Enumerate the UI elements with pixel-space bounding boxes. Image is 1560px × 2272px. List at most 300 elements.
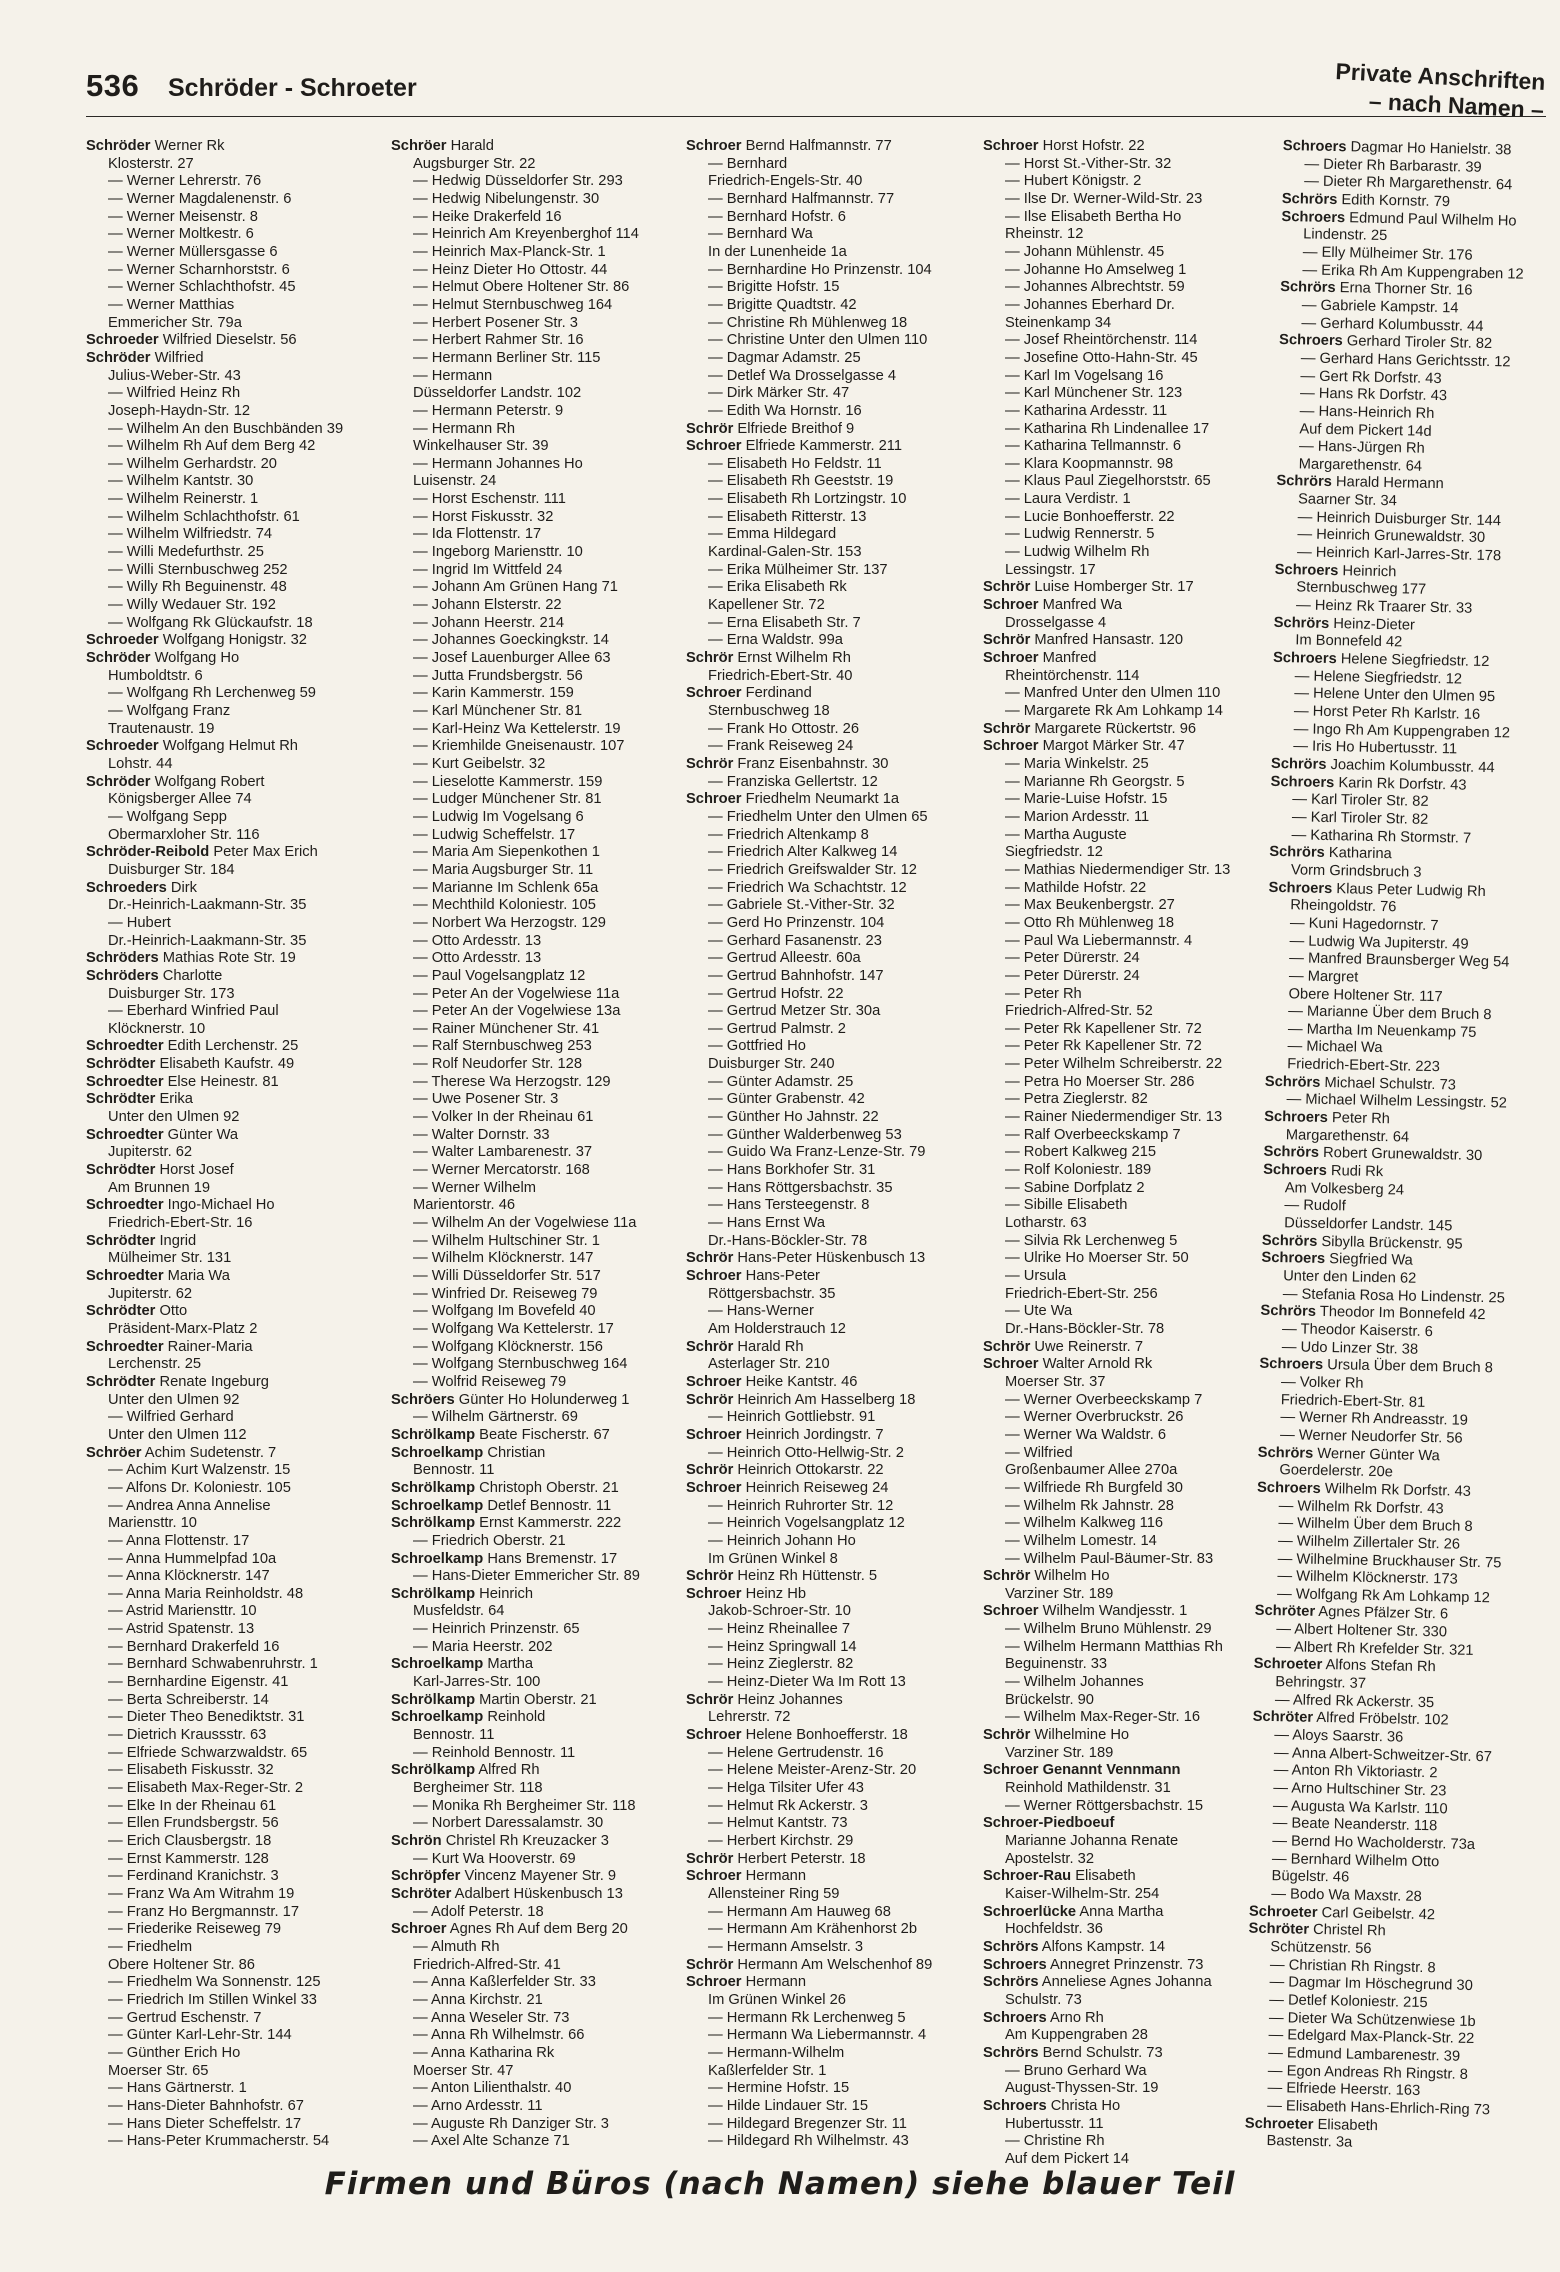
entry-text: — Wilhelm Reinerstr. 1 — [108, 491, 259, 508]
entry-text: — Ferdinand Kranichstr. 3 — [108, 1868, 279, 1885]
entry-surname: Schroers — [1281, 208, 1346, 226]
entry-text: — Horst St.-Vither-Str. 32 — [1005, 155, 1172, 172]
directory-entry — [686, 209, 972, 227]
entry-surname: Schröter — [1254, 1603, 1316, 1621]
entry-surname: Schrör — [983, 1338, 1031, 1355]
directory-entry — [983, 1374, 1269, 1392]
entry-surname: Schroer — [983, 738, 1039, 755]
entry-text: — Ludwig Wilhelm Rh — [1005, 544, 1150, 561]
directory-entry — [983, 1197, 1269, 1215]
entry-text: — Wilfried Heinz Rh — [108, 385, 241, 402]
entry-text: Peter Max Erich — [209, 844, 318, 861]
entry-text: Heinrich Am Hasselberg 18 — [733, 1391, 916, 1408]
entry-surname: Schroers — [1261, 1250, 1326, 1268]
entry-text: Heike Kantstr. 46 — [741, 1373, 858, 1390]
entry-text: Alfons Stefan Rh — [1322, 1657, 1436, 1676]
directory-entry — [86, 1515, 372, 1533]
directory-entry — [686, 915, 972, 933]
directory-entry — [86, 1162, 372, 1180]
entry-surname: Schroeter — [1244, 2115, 1314, 2133]
directory-entry — [86, 1268, 372, 1286]
directory-entry — [686, 1321, 972, 1339]
directory-entry — [391, 1551, 677, 1569]
entry-text: Katharina — [1324, 845, 1392, 863]
directory-entry — [983, 1233, 1269, 1251]
directory-entry — [391, 297, 677, 315]
directory-entry — [983, 738, 1269, 756]
entry-text: Maria Wa — [163, 1268, 230, 1284]
entry-text: — Gabriele St.-Vither-Str. 32 — [708, 897, 895, 914]
directory-entry — [86, 1445, 372, 1463]
directory-entry — [86, 1815, 372, 1833]
entry-text: — Hermann Johannes Ho — [413, 455, 583, 472]
entry-text: Helene Bonhoefferstr. 18 — [741, 1727, 908, 1744]
directory-entry — [686, 933, 972, 951]
directory-entry — [391, 368, 677, 386]
entry-text: — Karl Münchener Str. 123 — [1005, 385, 1183, 402]
directory-entry — [391, 1162, 677, 1180]
entry-text: Trautenaustr. 19 — [108, 720, 215, 737]
directory-entry — [686, 1515, 972, 1533]
entry-text: — Volker Rh — [1280, 1374, 1364, 1392]
directory-entry — [86, 1356, 372, 1374]
entry-text: — Heinz-Dieter Wa Im Rott 13 — [708, 1674, 906, 1691]
entry-text: — Heinrich Otto-Hellwig-Str. 2 — [708, 1444, 904, 1461]
entry-surname: Schroeder — [86, 738, 159, 755]
entry-text: — Norbert Wa Herzogstr. 129 — [413, 914, 606, 931]
directory-entry — [686, 173, 972, 191]
entry-text: — Anna Weseler Str. 73 — [413, 2009, 570, 2026]
entry-text: — Petra Zieglerstr. 82 — [1005, 1091, 1148, 1108]
entry-surname: Schrölkamp — [391, 1585, 476, 1602]
directory-entry — [391, 1321, 677, 1339]
directory-entry — [391, 968, 677, 986]
entry-surname: Schroelkamp — [391, 1709, 484, 1726]
entry-text: Werner Rk — [150, 138, 225, 154]
directory-entry — [983, 2098, 1269, 2116]
directory-entry — [983, 1904, 1269, 1922]
directory-entry — [86, 244, 372, 262]
entry-text: — Gerhard Fasanenstr. 23 — [708, 932, 882, 949]
entry-text: — Gerhard Kolumbusstr. 44 — [1301, 314, 1484, 335]
directory-entry — [391, 897, 677, 915]
directory-entry — [86, 1692, 372, 1710]
entry-text: — Johannes Goeckingkstr. 14 — [413, 632, 609, 649]
directory-entry — [983, 562, 1269, 580]
entry-text: — Katharina Rh Lindenallee 17 — [1005, 420, 1210, 437]
directory-entry — [686, 1127, 972, 1145]
directory-entry — [983, 509, 1269, 527]
entry-text: — Helmut Kantstr. 73 — [708, 1815, 848, 1832]
entry-text: — Marianne Rh Georgstr. 5 — [1005, 773, 1185, 790]
directory-entry — [983, 297, 1269, 315]
directory-entry — [391, 1286, 677, 1304]
directory-entry — [686, 1798, 972, 1816]
entry-surname: Schroer — [686, 1868, 742, 1885]
entry-text: Günter Ho Holunderweg 1 — [454, 1391, 630, 1408]
directory-entry — [391, 1568, 677, 1586]
entry-text: — Horst Peter Rh Karlstr. 16 — [1293, 703, 1481, 723]
entry-text: Ernst Kammerstr. 222 — [475, 1515, 622, 1532]
directory-entry — [391, 191, 677, 209]
entry-text: Harald Hermann — [1331, 474, 1444, 493]
entry-text: — Brigitte Hofstr. 15 — [708, 279, 840, 296]
entry-text: — Helene Gertrudenstr. 16 — [708, 1744, 884, 1761]
entry-text: — Peter Rk Kapellener Str. 72 — [1005, 1038, 1202, 1055]
entry-text: — Günter Adamstr. 25 — [708, 1073, 854, 1090]
directory-entry — [86, 191, 372, 209]
entry-surname: Schrölkamp — [391, 1426, 476, 1443]
directory-entry — [86, 2063, 372, 2081]
directory-entry — [983, 1038, 1269, 1056]
entry-text: — Hedwig Düsseldorfer Str. 293 — [413, 173, 623, 190]
entry-surname: Schroedter — [86, 1268, 164, 1284]
directory-entry — [391, 315, 677, 333]
entry-text: — Wilfried — [1005, 1444, 1073, 1461]
entry-text: — Martha Auguste — [1005, 826, 1127, 843]
entry-text: Mathias Rote Str. 19 — [158, 950, 296, 967]
entry-text: — Heinrich Prinzenstr. 65 — [413, 1621, 580, 1638]
entry-surname: Schröder — [86, 138, 151, 154]
entry-text: — Edith Wa Hornstr. 16 — [708, 402, 862, 419]
directory-entry — [86, 1215, 372, 1233]
entry-text: — Laura Verdistr. 1 — [1005, 491, 1131, 508]
entry-text: — Achim Kurt Walzenstr. 15 — [108, 1462, 291, 1479]
directory-entry — [86, 1021, 372, 1039]
entry-text: Vorm Grindsbruch 3 — [1290, 862, 1422, 881]
directory-entry — [86, 1868, 372, 1886]
entry-surname: Schröders — [86, 967, 159, 984]
entry-text: — Paul Vogelsangplatz 12 — [413, 967, 586, 984]
entry-surname: Schrörs — [1257, 1444, 1314, 1462]
directory-entry — [391, 1621, 677, 1639]
directory-entry — [686, 1868, 972, 1886]
entry-text: — Ida Flottenstr. 17 — [413, 526, 542, 543]
entry-surname: Schroeders — [86, 879, 167, 896]
entry-text: — Otto Ardesstr. 13 — [413, 950, 542, 967]
entry-text: — Bernhard Halfmannstr. 77 — [708, 190, 895, 207]
directory-entry — [86, 1639, 372, 1657]
entry-text: Bennostr. 11 — [413, 1462, 495, 1479]
entry-text: Behringstr. 37 — [1275, 1674, 1367, 1692]
entry-text: — Otto Ardesstr. 13 — [413, 932, 542, 949]
directory-entry — [391, 156, 677, 174]
entry-surname: Schroeder — [86, 332, 159, 349]
entry-text: — Hermann — [413, 367, 493, 384]
directory-entry — [391, 1339, 677, 1357]
entry-text: — Friedrich Wa Schachtstr. 12 — [708, 879, 907, 896]
entry-text: — Wilhelm Kantstr. 30 — [108, 473, 254, 490]
entry-text: — Heinz Rk Traarer Str. 33 — [1295, 597, 1473, 617]
entry-text: — Karl Tiroler Str. 82 — [1292, 791, 1429, 811]
directory-entry — [686, 244, 972, 262]
directory-entry — [391, 738, 677, 756]
directory-entry — [983, 1709, 1269, 1727]
entry-text: — Wilhelm Schlachthofstr. 61 — [108, 508, 300, 525]
directory-entry — [391, 2080, 677, 2098]
directory-entry — [983, 2027, 1269, 2045]
directory-entry — [983, 1762, 1269, 1780]
entry-text: — Detlef Koloniestr. 215 — [1269, 1991, 1428, 2012]
entry-text: Harald — [446, 138, 494, 154]
entry-text: — Maria Winkelstr. 25 — [1005, 755, 1149, 772]
entry-text: — Peter An der Vogelwiese 11a — [413, 985, 620, 1002]
directory-entry — [686, 1939, 972, 1957]
directory-entry — [686, 1162, 972, 1180]
directory-entry — [686, 226, 972, 244]
entry-surname: Schröer — [391, 138, 447, 154]
directory-entry — [686, 1303, 972, 1321]
directory-entry — [686, 1692, 972, 1710]
entry-text: — Helene Unter den Ulmen 95 — [1294, 685, 1496, 706]
entry-text: — Therese Wa Herzogstr. 129 — [413, 1073, 611, 1090]
directory-entry — [983, 491, 1269, 509]
directory-entry — [983, 350, 1269, 368]
directory-entry — [983, 1815, 1269, 1833]
directory-entry — [686, 1621, 972, 1639]
directory-entry — [983, 721, 1269, 739]
directory-entry — [391, 173, 677, 191]
entry-text: Manfred Wa — [1038, 597, 1123, 614]
entry-text: — Jutta Frundsbergstr. 56 — [413, 667, 583, 684]
directory-entry — [86, 509, 372, 527]
directory-entry — [86, 1586, 372, 1604]
directory-entry — [391, 632, 677, 650]
entry-text: Annegret Prinzenstr. 73 — [1046, 1956, 1204, 1973]
entry-surname: Schroer — [686, 1373, 742, 1390]
entry-text: Marianne Johanna Renate — [1005, 1833, 1179, 1849]
entry-text: — Wilhelm Zillertaler Str. 26 — [1277, 1533, 1461, 1553]
directory-entry — [391, 226, 677, 244]
directory-entry — [983, 1833, 1269, 1851]
entry-text: Augsburger Str. 22 — [413, 155, 536, 172]
entry-text: Hans Bremenstr. 17 — [483, 1550, 618, 1567]
entry-text: — Katharina Tellmannstr. 6 — [1005, 438, 1182, 455]
directory-entry — [391, 1445, 677, 1463]
directory-entry — [86, 473, 372, 491]
entry-text: — Heinrich Duisburger Str. 144 — [1297, 509, 1502, 530]
directory-entry — [391, 509, 677, 527]
entry-text: Wilhelm Ho — [1030, 1568, 1110, 1585]
directory-entry — [686, 1462, 972, 1480]
directory-entry — [983, 1144, 1269, 1162]
entry-text: Dr.-Hans-Böckler-Str. 78 — [1005, 1320, 1165, 1337]
entry-text: — Ludger Münchener Str. 81 — [413, 791, 602, 808]
entry-text: Martha — [483, 1656, 534, 1673]
entry-text: — Marion Ardesstr. 11 — [1005, 808, 1150, 825]
entry-text: — Gertrud Hofstr. 22 — [708, 985, 844, 1002]
entry-surname: Schroers — [1274, 561, 1339, 579]
directory-entry — [391, 774, 677, 792]
directory-entry — [686, 2010, 972, 2028]
entry-text: — Hedwig Nibelungenstr. 30 — [413, 190, 600, 207]
entry-text: — Anna Albert-Schweitzer-Str. 67 — [1273, 1744, 1493, 1766]
directory-entry — [983, 756, 1269, 774]
entry-text: — Heinrich Am Kreyenberghof 114 — [413, 226, 639, 243]
entry-text: Karin Rk Dorfstr. 43 — [1334, 774, 1467, 794]
entry-text: — Anna Maria Reinholdstr. 48 — [108, 1585, 304, 1602]
entry-surname: Schroers — [983, 2097, 1047, 2114]
entry-text: — Werner Röttgersbachstr. 15 — [1005, 1797, 1204, 1814]
entry-text: — Albert Rh Krefelder Str. 321 — [1275, 1638, 1474, 1659]
directory-entry — [983, 1109, 1269, 1127]
entry-text: Walter Arnold Rk — [1038, 1356, 1153, 1373]
entry-surname: Schroer — [686, 1479, 742, 1496]
entry-text: Jupiterstr. 62 — [108, 1144, 193, 1161]
entry-text: — Erna Waldstr. 99a — [708, 632, 843, 649]
entry-text: — Karl Münchener Str. 81 — [413, 703, 582, 719]
entry-text: Im Grünen Winkel 26 — [708, 1991, 846, 2008]
entry-text: — Bernhard Hofstr. 6 — [708, 208, 846, 225]
entry-text: Obere Holtener Str. 117 — [1288, 985, 1443, 1005]
entry-text: Wilhelmine Ho — [1030, 1727, 1130, 1744]
directory-entry — [686, 632, 972, 650]
directory-entry — [86, 1674, 372, 1692]
entry-text: — Silvia Rk Lerchenweg 5 — [1005, 1232, 1178, 1249]
directory-entry — [391, 721, 677, 739]
entry-text: — Wilhelm Klöcknerstr. 147 — [413, 1250, 594, 1267]
entry-surname: Schrölkamp — [391, 1762, 476, 1779]
directory-entry — [391, 862, 677, 880]
entry-text: Dr.-Heinrich-Laakmann-Str. 35 — [108, 932, 307, 949]
directory-entry — [686, 315, 972, 333]
entry-text: — Elisabeth Ho Feldstr. 11 — [708, 455, 882, 472]
directory-entry — [391, 1109, 677, 1127]
entry-text: Else Heinestr. 81 — [163, 1073, 279, 1090]
directory-entry — [86, 456, 372, 474]
directory-entry — [391, 332, 677, 350]
entry-text: Luisenstr. 24 — [413, 473, 497, 490]
directory-entry — [86, 1621, 372, 1639]
entry-text: — Astrid Spatenstr. 13 — [108, 1621, 255, 1638]
directory-entry — [86, 986, 372, 1004]
entry-text: — Marianne Über dem Bruch 8 — [1288, 1003, 1492, 1024]
directory-entry — [983, 279, 1269, 297]
directory-entry — [86, 1374, 372, 1392]
directory-entry — [391, 1215, 677, 1233]
directory-entry — [391, 562, 677, 580]
directory-entry — [391, 1762, 677, 1780]
directory-entry — [391, 421, 677, 439]
directory-entry — [983, 668, 1269, 686]
entry-text: — Wolfgang Sternbuschweg 164 — [413, 1356, 628, 1373]
directory-entry — [86, 332, 372, 350]
entry-text: — Elisabeth Rh Lortzingstr. 10 — [708, 491, 907, 508]
entry-text: — Wilhelm Hultschiner Str. 1 — [413, 1232, 600, 1249]
entry-text: — Friedrich Altenkamp 8 — [708, 826, 869, 843]
entry-text: — Helmut Rk Ackerstr. 3 — [708, 1797, 868, 1814]
directory-entry — [86, 1798, 372, 1816]
directory-entry — [983, 1268, 1269, 1286]
entry-surname: Schrölkamp — [391, 1479, 476, 1496]
entry-text: — Heinrich Johann Ho — [708, 1532, 856, 1549]
entry-text: Herbert Peterstr. 18 — [733, 1850, 866, 1867]
entry-text: Wolfgang Robert — [150, 773, 265, 790]
entry-text: Moerser Str. 47 — [413, 2062, 514, 2079]
entry-text: — Peter Rh — [1005, 985, 1082, 1002]
entry-text: Reinhold — [483, 1709, 546, 1726]
directory-entry — [686, 1762, 972, 1780]
directory-entry — [86, 950, 372, 968]
entry-surname: Schroer — [983, 138, 1039, 154]
entry-text: — Johann Heerstr. 214 — [413, 614, 565, 631]
directory-entry — [391, 1727, 677, 1745]
directory-entry — [86, 1568, 372, 1586]
entry-surname: Schroer — [686, 1426, 742, 1443]
entry-surname: Schroedter — [86, 1038, 164, 1055]
entry-surname: Schrör — [686, 650, 734, 667]
entry-text: Bastenstr. 3a — [1266, 2133, 1353, 2151]
entry-text: — Helene Siegfriedstr. 12 — [1294, 668, 1463, 688]
directory-entry — [391, 1745, 677, 1763]
section-heading — [1333, 57, 1546, 124]
entry-text: Düsseldorfer Landstr. 145 — [1284, 1215, 1453, 1235]
entry-surname: Schröder — [86, 349, 151, 366]
entry-text: — Frank Ho Ottostr. 26 — [708, 720, 860, 737]
directory-entry — [983, 880, 1269, 898]
entry-text: Duisburger Str. 184 — [108, 861, 235, 878]
directory-entry — [686, 1180, 972, 1198]
directory-entry — [391, 138, 677, 156]
entry-surname: Schroeter — [1248, 1903, 1318, 1921]
entry-text: — Bernhard Wilhelm Otto — [1271, 1850, 1440, 1870]
directory-entry — [983, 1851, 1269, 1869]
directory-entry — [686, 1639, 972, 1657]
entry-surname: Schroer — [983, 650, 1039, 667]
entry-text: Otto — [155, 1303, 188, 1320]
entry-text: Wolfgang Helmut Rh — [158, 738, 298, 755]
entry-text: Rudi Rk — [1326, 1163, 1384, 1181]
entry-text: — Hermann Am Hauweg 68 — [708, 1903, 891, 1920]
entry-text: Margarete Rückertstr. 96 — [1030, 720, 1197, 737]
directory-entry — [686, 1709, 972, 1727]
directory-entry — [86, 1709, 372, 1727]
directory-entry — [983, 1409, 1269, 1427]
entry-text: — Gertrud Alleestr. 60a — [708, 950, 861, 967]
entry-text: — Andrea Anna Annelise — [108, 1497, 271, 1514]
directory-entry — [686, 1480, 972, 1498]
directory-entry — [983, 1939, 1269, 1957]
directory-entry — [983, 1286, 1269, 1304]
entry-text: Wilfried — [150, 349, 204, 366]
entry-text: — Walter Lambarenestr. 37 — [413, 1144, 593, 1161]
entry-text: — Ilse Elisabeth Bertha Ho — [1005, 208, 1182, 225]
entry-text: — Johannes Albrechtstr. 59 — [1005, 279, 1185, 296]
entry-text: — Johann Am Grünen Hang 71 — [413, 579, 618, 596]
entry-surname: Schrör — [686, 1338, 734, 1355]
directory-entry — [983, 933, 1269, 951]
directory-entry — [983, 809, 1269, 827]
entry-text: Bergheimer Str. 118 — [413, 1780, 543, 1797]
entry-text: — Walter Dornstr. 33 — [413, 1126, 550, 1143]
entry-text: — Robert Kalkweg 215 — [1005, 1144, 1157, 1161]
directory-entry — [686, 597, 972, 615]
directory-entry — [686, 1091, 972, 1109]
entry-text: — Astrid Mariensttr. 10 — [108, 1603, 257, 1620]
entry-text: — Lieselotte Kammerstr. 159 — [413, 773, 603, 790]
entry-text: — Anna Klöcknerstr. 147 — [108, 1568, 270, 1585]
entry-text: — Ernst Kammerstr. 128 — [108, 1850, 269, 1867]
entry-text: Am Brunnen 19 — [108, 1179, 211, 1196]
entry-text: Dirk — [166, 879, 198, 896]
directory-entry — [86, 685, 372, 703]
directory-entry — [686, 1498, 972, 1516]
directory-entry — [686, 1851, 972, 1869]
directory-entry — [686, 473, 972, 491]
entry-text: Sternbuschweg 18 — [708, 703, 830, 719]
entry-surname: Schrörs — [983, 1938, 1039, 1955]
entry-text: Christel Rh Kreuzacker 3 — [441, 1833, 609, 1849]
